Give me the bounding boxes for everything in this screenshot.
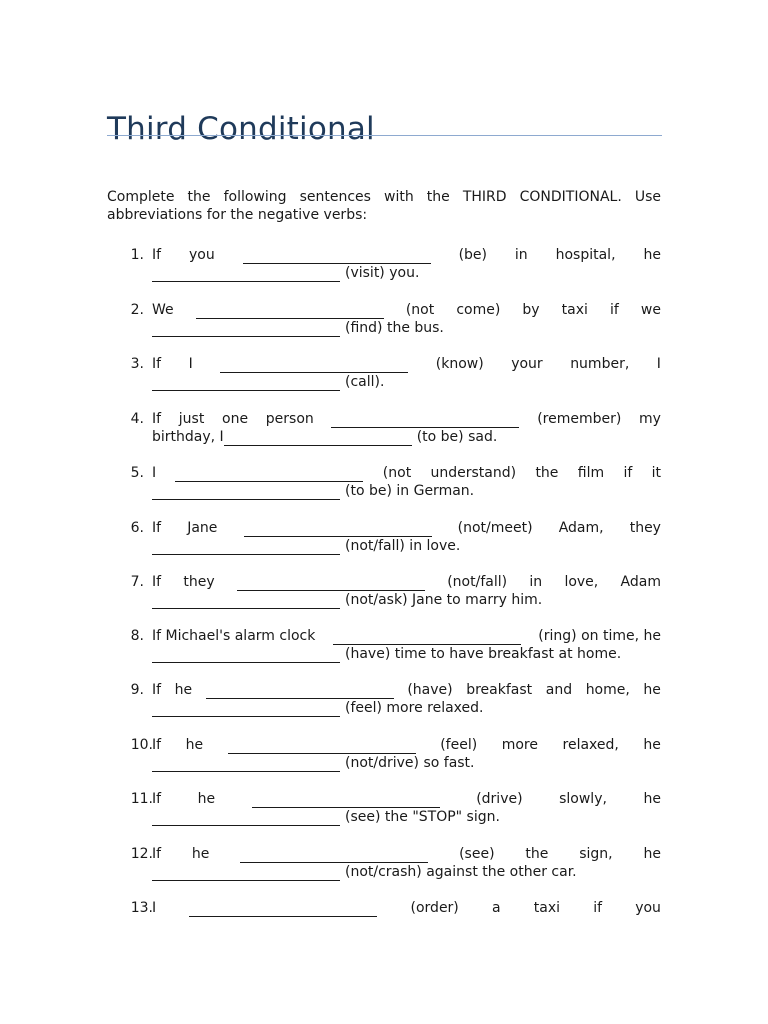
sentence-text: in [529, 574, 543, 590]
answer-blank[interactable] [331, 412, 519, 428]
exercise-number: 1. [130, 247, 144, 263]
exercise-item [0, 246, 768, 282]
sentence-text: number, [570, 356, 630, 372]
sentence-text: (find) the bus. [345, 320, 444, 336]
sentence-text: (remember) [537, 411, 622, 427]
sentence-text: if [623, 465, 633, 481]
sentence-text: your [511, 356, 543, 372]
exercise-item [0, 301, 768, 337]
sentence-line-2 [152, 319, 661, 337]
answer-blank[interactable] [152, 647, 340, 663]
sentence-text: slowly, [559, 791, 607, 807]
answer-blank[interactable] [224, 430, 412, 446]
sentence-text: film [577, 465, 605, 481]
sentence-line-1 [152, 355, 661, 373]
sentence-text: more [501, 737, 538, 753]
sentence-text: If [152, 411, 162, 427]
sentence-text: I [656, 356, 661, 372]
instructions-text: Complete the following sentences with the THIRD CONDITIONAL. Use abbreviations for the negative verbs: [107, 189, 661, 223]
sentence-text: (to be) in German. [345, 483, 475, 499]
sentence-text: (call). [345, 374, 385, 390]
sentence-text: If [152, 247, 162, 263]
exercise-number: 8. [130, 628, 144, 644]
sentence-text: (see) the "STOP" sign. [345, 809, 500, 825]
answer-blank[interactable] [244, 521, 432, 537]
answer-blank[interactable] [152, 865, 340, 881]
sentence-text: (be) [458, 247, 487, 263]
sentence-line-1 [152, 681, 661, 699]
sentence-line-2 [152, 863, 661, 881]
sentence-line-2 [152, 537, 661, 555]
sentence-text: just [178, 411, 205, 427]
sentence-line-2 [152, 591, 661, 609]
sentence-text: (drive) [476, 791, 523, 807]
exercise-item [0, 790, 768, 826]
sentence-text: Adam [620, 574, 661, 590]
sentence-text: If [152, 574, 162, 590]
sentence-line-1 [152, 790, 661, 808]
page-title: Third Conditional [107, 110, 375, 147]
exercise-item [0, 899, 768, 935]
sentence-text: taxi [533, 900, 560, 916]
sentence-line-2 [152, 482, 661, 500]
sentence-line-2 [152, 754, 661, 772]
sentence-text: If [152, 682, 162, 698]
answer-blank[interactable] [152, 321, 340, 337]
answer-blank[interactable] [240, 847, 428, 863]
sentence-text: If [152, 846, 162, 862]
sentence-line-2 [152, 645, 661, 663]
answer-blank[interactable] [175, 466, 363, 482]
answer-blank[interactable] [237, 575, 425, 591]
answer-blank[interactable] [152, 539, 340, 555]
sentence-text: a [491, 900, 501, 916]
sentence-line-1 [152, 627, 661, 645]
exercise-item [0, 355, 768, 391]
sentence-text: Jane [187, 520, 218, 536]
answer-blank[interactable] [152, 810, 340, 826]
exercise-item [0, 519, 768, 555]
sentence-text: I [152, 465, 157, 481]
sentence-text: my [639, 411, 661, 427]
exercise-item [0, 464, 768, 500]
exercise-item [0, 573, 768, 609]
sentence-line-2 [152, 699, 661, 717]
sentence-line-1 [152, 464, 661, 482]
exercise-number: 9. [130, 682, 144, 698]
sentence-text: (not/drive) so fast. [345, 755, 475, 771]
sentence-line-1 [152, 845, 661, 863]
sentence-text: (order) [410, 900, 459, 916]
sentence-line-2 [152, 808, 661, 826]
sentence-text: the [525, 846, 549, 862]
sentence-text: hospital, [555, 247, 616, 263]
sentence-text: (ring) on time, he [538, 628, 661, 644]
exercise-number: 6. [130, 520, 144, 536]
answer-blank[interactable] [228, 738, 416, 754]
sentence-text: (not/fall) [447, 574, 508, 590]
sentence-text: he [185, 737, 204, 753]
sentence-line-2 [152, 373, 661, 391]
sentence-line-1 [152, 519, 661, 537]
title-divider [107, 135, 662, 136]
sentence-text: (have) time to have breakfast at home. [345, 646, 622, 662]
sentence-text: Adam, [558, 520, 604, 536]
sentence-text: (feel) [440, 737, 478, 753]
exercise-item [0, 627, 768, 663]
sentence-line-1 [152, 899, 661, 917]
sentence-text: he [643, 791, 661, 807]
answer-blank[interactable] [152, 375, 340, 391]
sentence-text: (see) [459, 846, 495, 862]
sentence-line-1 [152, 246, 661, 264]
sentence-line-1 [152, 736, 661, 754]
exercise-number: 2. [130, 302, 144, 318]
sentence-text: he [191, 846, 210, 862]
sentence-text: person [265, 411, 314, 427]
answer-blank[interactable] [152, 593, 340, 609]
sentence-text: (not/fall) in love. [345, 538, 461, 554]
sentence-text: love, [564, 574, 599, 590]
answer-blank[interactable] [206, 683, 394, 699]
sentence-text: they [629, 520, 661, 536]
exercise-number: 3. [130, 356, 144, 372]
sentence-text: (not [382, 465, 412, 481]
sentence-text: we [640, 302, 661, 318]
answer-blank[interactable] [152, 484, 340, 500]
exercise-item [0, 736, 768, 772]
sentence-text: breakfast [466, 682, 533, 698]
sentence-text: he [643, 737, 661, 753]
sentence-text: you [635, 900, 661, 916]
exercise-number: 12. [130, 846, 153, 862]
exercise-number: 13. [130, 900, 153, 916]
sentence-text: the [535, 465, 559, 481]
sentence-text: it [651, 465, 661, 481]
exercise-number: 5. [130, 465, 144, 481]
sentence-text: If [152, 356, 162, 372]
sentence-text: come) [456, 302, 501, 318]
answer-blank[interactable] [196, 303, 384, 319]
sentence-text: (not [405, 302, 435, 318]
answer-blank[interactable] [152, 756, 340, 772]
sentence-text: If [152, 737, 162, 753]
sentence-text: (to be) sad. [416, 429, 498, 445]
sentence-text: he [643, 247, 661, 263]
sentence-text: (have) [407, 682, 453, 698]
sentence-text: in [514, 247, 528, 263]
sentence-line-1 [152, 410, 661, 428]
sentence-text: taxi [561, 302, 588, 318]
sentence-text: if [610, 302, 619, 318]
sentence-text: he [643, 846, 661, 862]
sentence-line-1 [152, 301, 661, 319]
exercise-number: 11. [130, 791, 153, 807]
sentence-text: he [174, 682, 193, 698]
exercise-item [0, 681, 768, 717]
exercise-item [0, 410, 768, 446]
answer-blank[interactable] [333, 629, 521, 645]
answer-blank[interactable] [252, 792, 440, 808]
sentence-text: he [643, 682, 661, 698]
sentence-text: (not/meet) [457, 520, 533, 536]
sentence-text: relaxed, [562, 737, 619, 753]
sentence-text: I [188, 356, 193, 372]
answer-blank[interactable] [189, 901, 377, 917]
sentence-text: one [222, 411, 249, 427]
exercise-item [0, 845, 768, 881]
sentence-text: If [152, 520, 162, 536]
sentence-text: (not/crash) against the other car. [345, 864, 577, 880]
sentence-text: I [152, 900, 157, 916]
answer-blank[interactable] [243, 248, 431, 264]
sentence-text: home, [585, 682, 630, 698]
exercise-number: 4. [130, 411, 144, 427]
sentence-text: birthday, I [152, 429, 224, 445]
sentence-line-2 [152, 428, 661, 446]
sentence-text: understand) [430, 465, 517, 481]
sentence-text: and [545, 682, 573, 698]
sentence-text: they [183, 574, 215, 590]
sentence-line-2 [152, 264, 661, 282]
sentence-text: by [522, 302, 540, 318]
answer-blank[interactable] [152, 266, 340, 282]
sentence-text: you [188, 247, 215, 263]
sentence-text: (know) [435, 356, 484, 372]
exercise-number: 7. [130, 574, 144, 590]
sentence-text: sign, [579, 846, 613, 862]
sentence-line-1 [152, 573, 661, 591]
sentence-text: (feel) more relaxed. [345, 700, 484, 716]
sentence-text: (not/ask) Jane to marry him. [345, 592, 543, 608]
sentence-text: he [197, 791, 216, 807]
sentence-text: We [152, 302, 174, 318]
sentence-text: if [593, 900, 603, 916]
sentence-text: If Michael's alarm clock [152, 628, 316, 644]
answer-blank[interactable] [220, 357, 408, 373]
exercise-number: 10. [130, 737, 153, 753]
sentence-text: (visit) you. [345, 265, 420, 281]
answer-blank[interactable] [152, 701, 340, 717]
sentence-text: If [152, 791, 162, 807]
